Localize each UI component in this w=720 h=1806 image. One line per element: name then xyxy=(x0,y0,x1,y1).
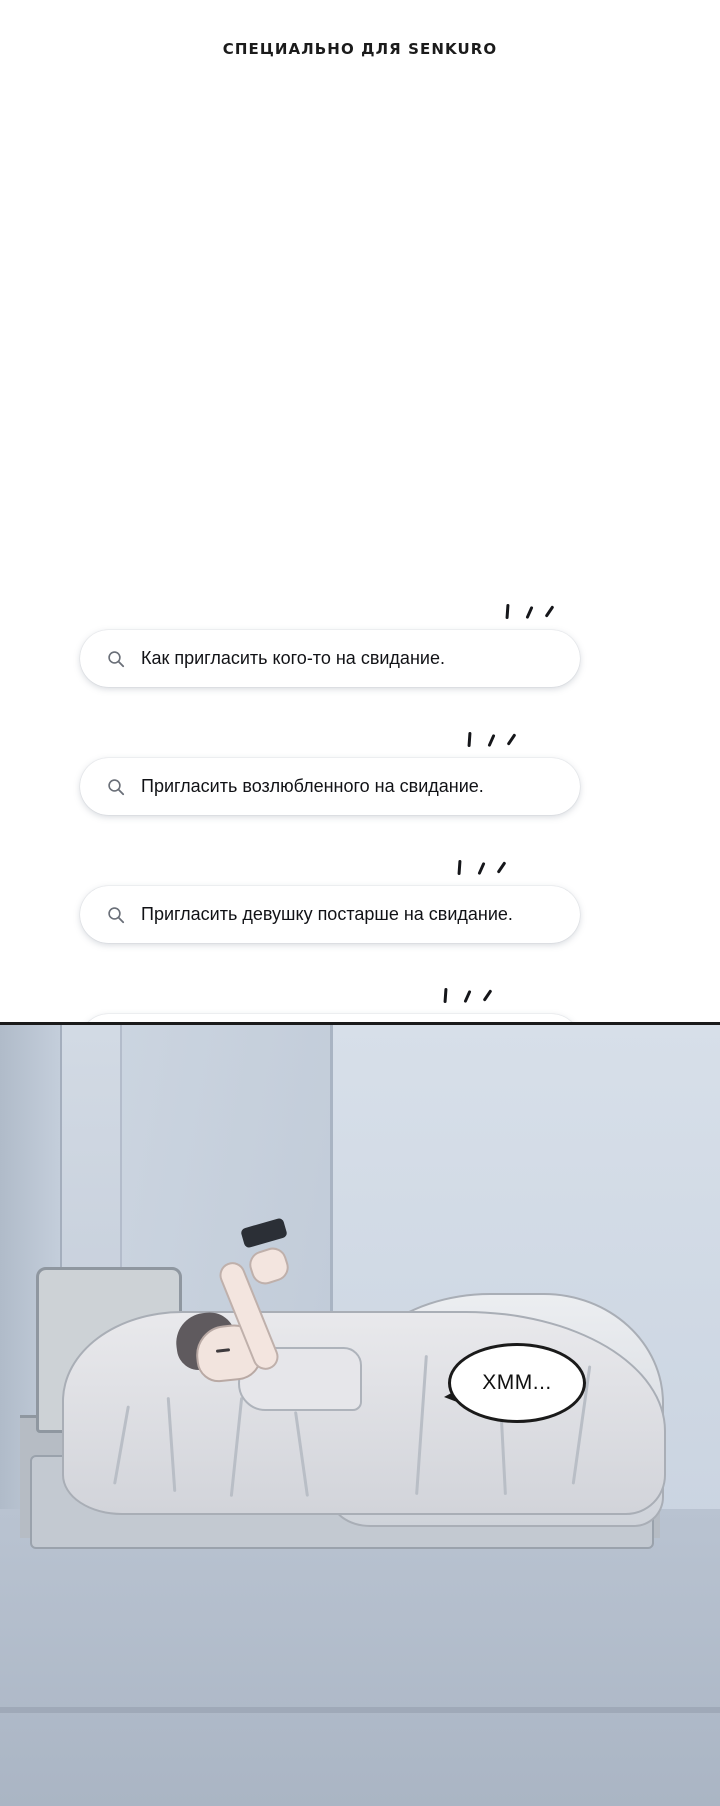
search-result-row xyxy=(0,600,720,728)
search-icon xyxy=(107,778,125,796)
search-icon xyxy=(107,650,125,668)
motion-ticks xyxy=(462,728,542,758)
search-suggestion-1[interactable] xyxy=(80,630,580,687)
motion-ticks xyxy=(452,856,532,886)
page-title: СПЕЦИАЛЬНО ДЛЯ SENKURO xyxy=(222,40,498,58)
search-suggestion-2[interactable] xyxy=(80,758,580,815)
speech-bubble xyxy=(448,1343,586,1423)
floor xyxy=(0,1509,720,1806)
search-result-row xyxy=(0,728,720,856)
search-suggestion-3[interactable] xyxy=(80,886,580,943)
search-icon xyxy=(107,906,125,924)
blanket xyxy=(62,1311,666,1515)
search-suggestion-text: Пригласить возлюбленного на свидание. xyxy=(141,776,484,796)
speech-bubble-text: ХММ... xyxy=(482,1371,552,1394)
motion-ticks xyxy=(500,600,580,630)
search-suggestion-text: Как пригласить кого-то на свидание. xyxy=(141,648,445,668)
floor-edge xyxy=(0,1707,720,1713)
search-result-row xyxy=(0,856,720,984)
motion-ticks xyxy=(438,984,518,1014)
comic-panel xyxy=(0,1022,720,1806)
search-suggestion-text: Пригласить девушку постарше на свидание. xyxy=(141,904,513,924)
